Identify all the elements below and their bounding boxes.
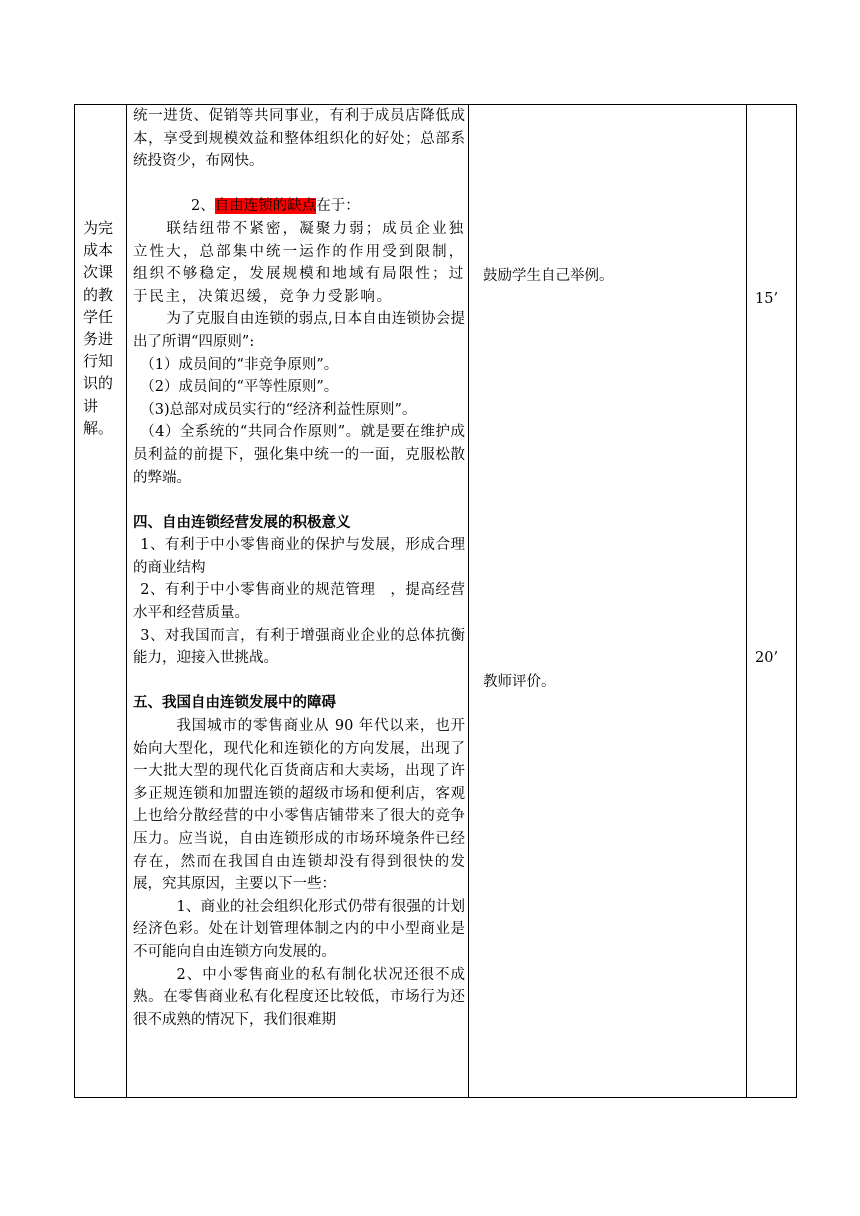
principle-item: （2）成员间的“平等性原则”。: [140, 379, 339, 396]
column-divider: [126, 105, 127, 1097]
principle-item: （1）成员间的“非竞争原则”。: [140, 356, 339, 373]
obstacle-item: 2、中小零售商业的私有制化状况还很不成熟。在零售商业私有化程度还比较低，市场行为还很不成熟的情况下，我们很难期: [133, 966, 465, 1028]
column-divider: [746, 105, 747, 1097]
obstacle-item: 1、商业的社会组织化形式仍带有很强的计划经济色彩。处在计划管理体制之内的中小型商业是不可能向自由连锁方向发展的。: [133, 898, 465, 960]
number-label: 2、: [191, 198, 215, 215]
paragraph-drawbacks-title: [133, 195, 465, 218]
time-allocation: 15’: [755, 291, 779, 307]
significance-item: 3、对我国而言，有利于增强商业企业的总体抗衡能力，迎接入世挑战。: [133, 627, 465, 667]
significance-item: 2、有利于中小零售商业的规范管理 ，提高经营水平和经营质量。: [133, 582, 465, 622]
paragraph-advantages: 统一进货、促销等共同事业，有利于成员店降低成本，享受到规模效益和整体组织化的好处；总部系统投资少，布网快。: [133, 108, 465, 170]
principle-item: （3)总部对成员实行的“经济利益性原则”。: [140, 401, 417, 418]
activity-teacher-evaluation: 教师评价。: [483, 674, 556, 690]
lesson-content: [133, 105, 465, 1031]
section-heading: 四、自由连锁经营发展的积极意义: [133, 513, 351, 531]
principle-item: （4）全系统的“共同合作原则”。就是要在维护成员利益的前提下，强化集中统一的一面，克服松散的弊端。: [133, 424, 465, 486]
text-suffix: 在于：: [316, 198, 360, 215]
paragraph-obstacles: 我国城市的零售商业从 90 年代以来，也开始向大型化，现代化和连锁化的方向发展，出现了一大批大型的现代化百货商店和大卖场，出现了许多正规连锁和加盟连锁的超级市场和便利店，客观上也给分散经营的中小零售店铺带来了很大的竞争压力。应当说，自由连锁形成的市场环境条件已经存在，然而在我国自由连锁却没有得到很快的发展，究其原因，主要以下一些：: [133, 718, 465, 893]
paragraph-drawbacks: 联结纽带不紧密，凝聚力弱；成员企业独立性大，总部集中统一运作的作用受到限制，组织不够稳定，发展规模和地域有局限性；过于民主，决策迟缓，竞争力受影响。: [133, 220, 465, 305]
lesson-table: [74, 104, 797, 1098]
highlighted-term: 自由连锁的缺点: [214, 198, 317, 215]
column-divider: [468, 105, 469, 1097]
teaching-objective: 为完成本次课的教学任务进行知识的讲解。: [83, 219, 114, 437]
paragraph-four-principles: 为了克服自由连锁的弱点,日本自由连锁协会提出了所谓“四原则”:: [133, 311, 465, 350]
significance-item: 1、有利于中小零售商业的保护与发展，形成合理的商业结构: [133, 537, 465, 576]
time-allocation: 20’: [755, 650, 779, 666]
section-heading: 五、我国自由连锁发展中的障碍: [133, 694, 336, 712]
activity-encourage-examples: 鼓励学生自己举例。: [483, 268, 614, 284]
